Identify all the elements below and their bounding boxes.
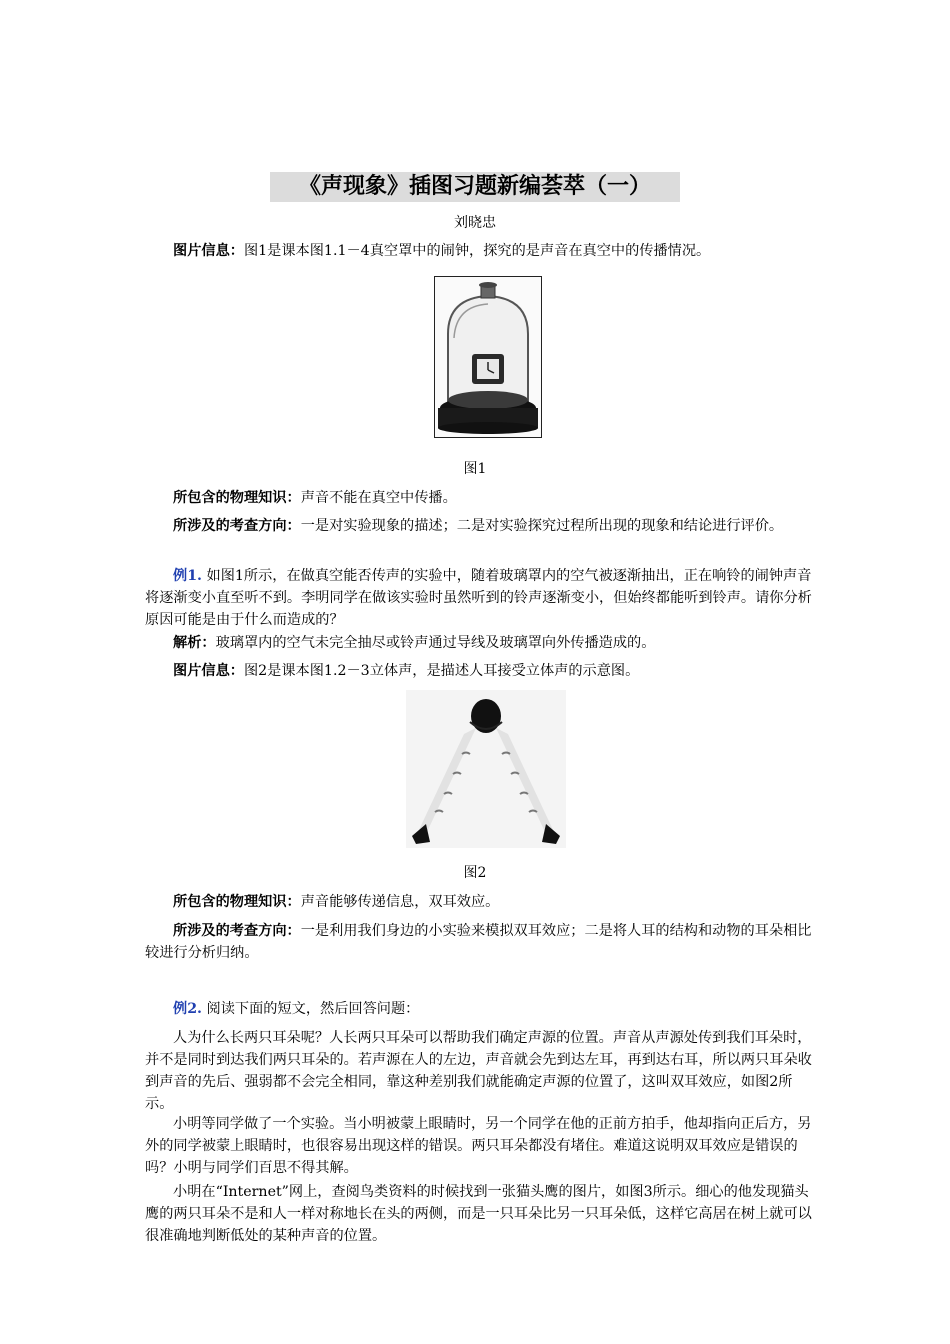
figure1-direction: 所涉及的考查方向：一是对实验现象的描述；二是对实验探究过程所出现的现象和结论进行评价。 <box>173 518 784 534</box>
figure2-stereo-image <box>406 690 566 848</box>
figure1-caption: 图1 <box>463 461 487 477</box>
example2: 例2. 阅读下面的短文，然后回答问题： <box>173 1001 420 1017</box>
figure2-knowledge: 所包含的物理知识：声音能够传递信息，双耳效应。 <box>173 894 500 910</box>
figure2-caption: 图2 <box>463 865 487 881</box>
author: 刘晓忠 <box>454 215 496 231</box>
passage-paragraph-2: 小明等同学做了一个实验。当小明被蒙上眼睛时，另一个同学在他的正前方拍手，他却指向正后方，另外的同学被蒙上眼睛时，也很容易出现这样的错误。两只耳朵都没有堵住。难道这说明双耳效应是错误的吗？小明与同学们百思不得其解。 <box>145 1116 812 1176</box>
passage-paragraph-3: 小明在“Internet”网上，查阅鸟类资料的时候找到一张猫头鹰的图片，如图3所示。细心的他发现猫头鹰的两只耳朵不是和人一样对称地长在头的两侧，而是一只耳朵比另一只耳朵低，这样它高居在树上就可以很准确地判断低处的某种声音的位置。 <box>145 1184 812 1244</box>
figure1-knowledge: 所包含的物理知识：声音不能在真空中传播。 <box>173 490 457 506</box>
figure2-info: 图片信息：图2是课本图1.2－3立体声，是描述人耳接受立体声的示意图。 <box>173 663 640 679</box>
example1-analysis: 解析：玻璃罩内的空气未完全抽尽或铃声通过导线及玻璃罩向外传播造成的。 <box>173 635 656 651</box>
figure1-bell-jar-image <box>434 276 542 438</box>
example1: 例1. 如图1所示，在做真空能否传声的实验中，随着玻璃罩内的空气被逐渐抽出，正在响铃的闹钟声音将逐渐变小直至听不到。李明同学在做该实验时虽然听到的铃声逐渐变小，但始终都能听到铃声。请你分析原因可能是由于什么而造成的？ <box>145 568 812 628</box>
figure1-info: 图片信息：图1是课本图1.1－4真空罩中的闹钟，探究的是声音在真空中的传播情况。 <box>173 243 711 259</box>
figure2-direction: 所涉及的考查方向：一是利用我们身边的小实验来模拟双耳效应；二是将人耳的结构和动物的耳朵相比较进行分析归纳。 <box>145 923 812 961</box>
passage-paragraph-1: 人为什么长两只耳朵呢？人长两只耳朵可以帮助我们确定声源的位置。声音从声源处传到我们耳朵时，并不是同时到达我们两只耳朵的。若声源在人的左边，声音就会先到达左耳，再到达右耳，所以两只耳朵收到声音的先后、强弱都不会完全相同，靠这种差别我们就能确定声源的位置了，这叫双耳效应，如图2所示。 <box>145 1030 812 1112</box>
page-title: 《声现象》插图习题新编荟萃（一） <box>270 172 680 202</box>
